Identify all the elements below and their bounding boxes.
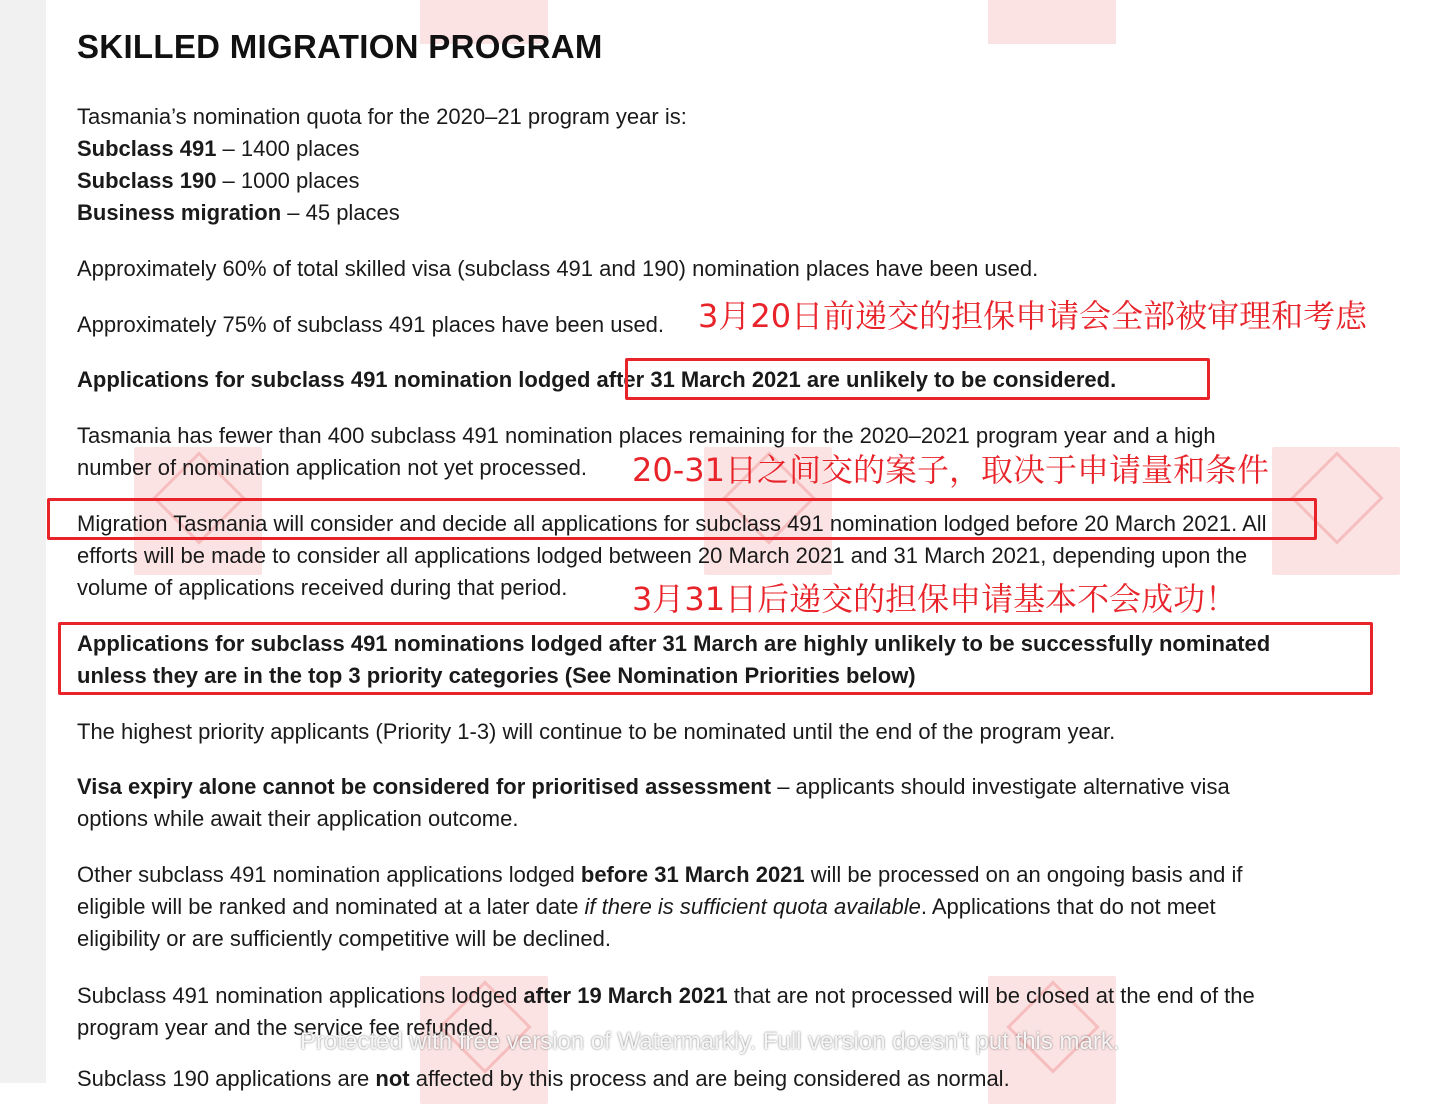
annotation-text: 20-31日之间交的案子，取决于申请量和条件: [632, 451, 1269, 489]
paragraph-priority: The highest priority applicants (Priority 1-3) will continue to be nominated until the end of the program year.: [77, 719, 1116, 744]
annotation-text: 3月20日前递交的担保申请会全部被审理和考虑: [698, 297, 1368, 335]
paragraph-consider: Migration Tasmania will consider and decide all applications for subclass 491 nomination lodged before 20 March 2021. All efforts will be made to consider all applications lodged between 20 March 2021 and 31 March 2021, depending upon the volume of applications received during that period.: [77, 511, 1267, 600]
page-gutter: [0, 0, 46, 1083]
highlight-box: [58, 622, 1373, 695]
watermark-logo: [988, 0, 1116, 44]
paragraph-visa-expiry: Visa expiry alone cannot be considered for prioritised assessment – applicants should investigate alternative visa options while await their application outcome.: [77, 774, 1230, 831]
quota-section: [77, 101, 1367, 229]
paragraph-used-491: Approximately 75% of subclass 491 places have been used.: [77, 312, 665, 337]
annotation-text: 3月31日后递交的担保申请基本不会成功！: [632, 580, 1238, 618]
paragraph-other: Other subclass 491 nomination applications lodged before 31 March 2021 will be processed on an ongoing basis and if eligible will be ranked and nominated at a later date if there is sufficient quota available. Applications that do not meet eligibility or are sufficiently competitive will be declined.: [77, 862, 1243, 951]
paragraph-subclass-190: Subclass 190 applications are not affected by this process and are being considered as normal.: [77, 1066, 1010, 1091]
watermark-text: Protected with free version of Watermarkly. Full version doesn't put this mark.: [300, 1028, 1120, 1055]
quota-item: Business migration – 45 places: [77, 200, 400, 225]
quota-item: Subclass 190 – 1000 places: [77, 168, 360, 193]
page-title: SKILLED MIGRATION PROGRAM: [77, 28, 603, 65]
paragraph-unlikely: Applications for subclass 491 nomination lodged after 31 March 2021 are unlikely to be considered.: [77, 367, 1117, 392]
paragraph-closed: Subclass 491 nomination applications lodged after 19 March 2021 that are not processed will be closed at the end of the program year and the service fee refunded.: [77, 983, 1255, 1040]
highlight-box: [625, 358, 1210, 400]
paragraph-highly-unlikely: Applications for subclass 491 nominations lodged after 31 March are highly unlikely to be successfully nominated unless they are in the top 3 priority categories (See Nomination Priorities below): [77, 631, 1271, 688]
paragraph-fewer: Tasmania has fewer than 400 subclass 491 nomination places remaining for the 2020–2021 program year and a high number of nomination application not yet processed.: [77, 423, 1216, 480]
highlight-box: [47, 498, 1317, 540]
paragraph-used-total: Approximately 60% of total skilled visa (subclass 491 and 190) nomination places have been used.: [77, 256, 1039, 281]
quota-item: Subclass 491 – 1400 places: [77, 136, 360, 161]
quota-intro: Tasmania’s nomination quota for the 2020–21 program year is:: [77, 104, 687, 129]
